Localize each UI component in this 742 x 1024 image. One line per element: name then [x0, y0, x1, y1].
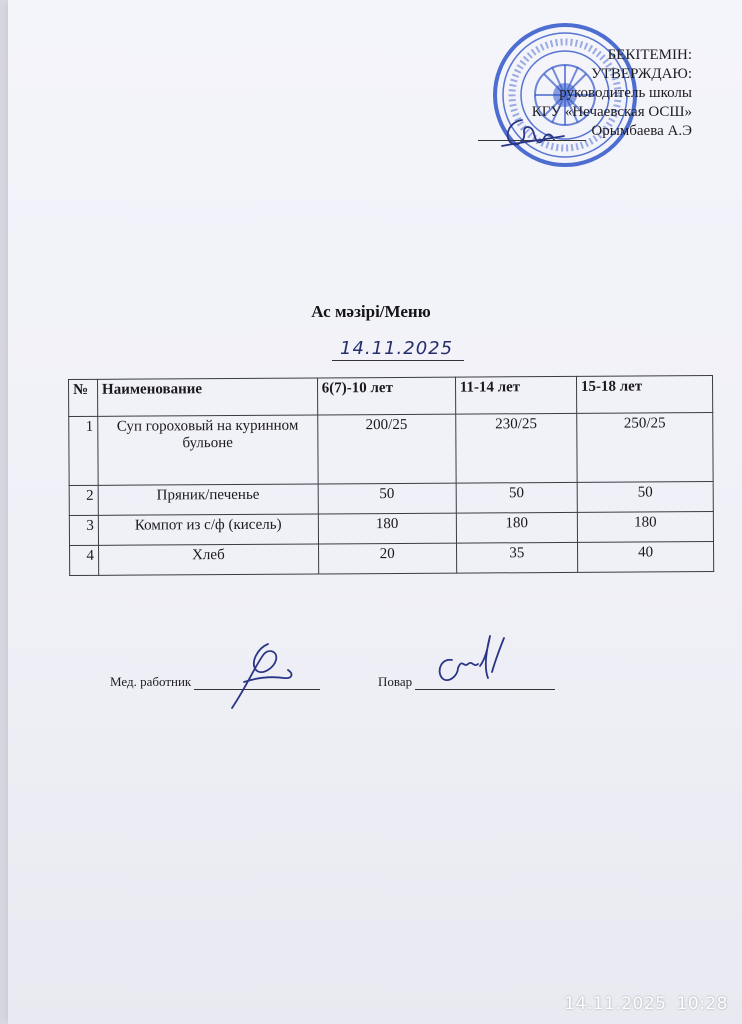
date-underline [332, 360, 464, 361]
row-number: 1 [69, 416, 98, 485]
row-portion-15-18: 180 [577, 512, 713, 543]
approval-line-kz: БЕКІТЕМІН: [607, 47, 692, 63]
header-age-15-18: 15-18 лет [576, 376, 712, 414]
med-worker-signature-icon [222, 638, 302, 712]
menu-date: 14.11.2025 [340, 338, 454, 359]
row-portion-15-18: 250/25 [577, 413, 713, 483]
approval-name: Орымбаева А.Э [591, 123, 692, 139]
cook-label: Повар [378, 674, 413, 689]
header-number: № [69, 379, 98, 416]
row-dish-name: Пряник/печенье [98, 484, 318, 515]
photo-timestamp [564, 994, 728, 1014]
row-portion-11-14: 50 [456, 482, 577, 513]
timestamp-time: 10:28 [676, 994, 728, 1014]
row-dish-name: Хлеб [98, 544, 318, 575]
row-dish-name: Компот из с/ф (кисель) [98, 514, 318, 545]
row-portion-6-10: 180 [318, 513, 456, 544]
timestamp-date: 14.11.2025 [564, 994, 667, 1014]
row-portion-6-10: 50 [318, 483, 456, 514]
row-portion-15-18: 50 [577, 482, 713, 513]
cook-signature-icon [428, 628, 508, 690]
row-portion-6-10: 20 [318, 543, 456, 574]
row-number: 3 [69, 515, 98, 545]
row-portion-11-14: 180 [456, 512, 577, 543]
approval-line-ru: УТВЕРЖДАЮ: [591, 66, 692, 82]
row-dish-name: Суп гороховый на куринном бульоне [98, 415, 318, 485]
table-row [70, 542, 714, 576]
table-row [69, 482, 713, 516]
table-row [69, 512, 713, 546]
row-portion-6-10: 200/25 [317, 414, 455, 484]
table-header-row [69, 376, 713, 417]
menu-table [68, 375, 714, 576]
director-signature-icon [492, 112, 572, 154]
page-title: Ас мәзірі/Меню [311, 302, 431, 321]
header-name: Наименование [97, 378, 317, 416]
row-number: 4 [70, 545, 99, 575]
med-worker-label: Мед. работник [110, 674, 192, 689]
table-row [69, 413, 713, 486]
approval-organization: КГУ «Нечаевская ОСШ» [531, 104, 692, 120]
header-age-6-10: 6(7)-10 лет [317, 377, 455, 415]
row-number: 2 [69, 485, 98, 515]
approval-position: руководитель школы [559, 85, 692, 101]
row-portion-11-14: 35 [456, 542, 577, 573]
row-portion-15-18: 40 [577, 542, 713, 573]
row-portion-11-14: 230/25 [455, 413, 577, 483]
header-age-11-14: 11-14 лет [455, 376, 576, 414]
